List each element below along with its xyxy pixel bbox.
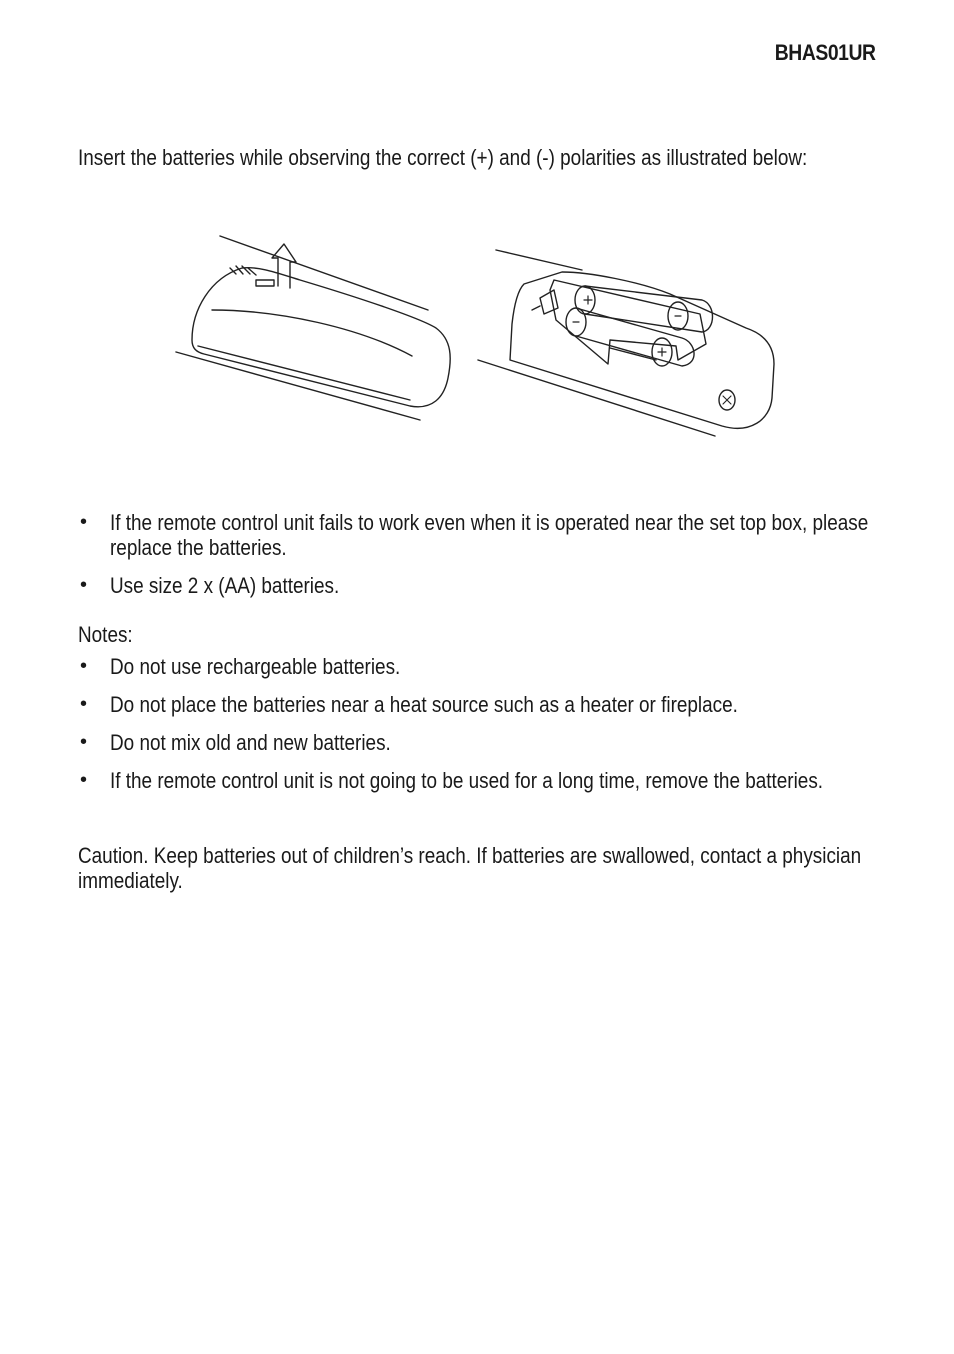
list-item — [78, 692, 898, 717]
list-item-text: If the remote control unit fails to work even when it is operated near the set top box, please replace the batteries. — [110, 510, 869, 560]
notes-list — [78, 654, 898, 806]
list-item — [78, 510, 898, 560]
bullet-dot: • — [80, 769, 88, 791]
list-item — [78, 768, 898, 793]
list-item-text: Use size 2 x (AA) batteries. — [110, 573, 340, 598]
remote-battery-insertion-illustration — [170, 228, 790, 448]
intro-text-content: Insert the batteries while observing the correct (+) and (-) polarities as illustrated below: — [78, 145, 808, 170]
battery-instruction-list — [78, 510, 898, 611]
intro-text — [78, 145, 926, 171]
bullet-dot: • — [80, 574, 88, 596]
notes-heading — [78, 622, 142, 648]
notes-heading-text: Notes: — [78, 622, 133, 647]
list-item — [78, 654, 898, 679]
caution-text: Caution. Keep batteries out of children’s reach. If batteries are swallowed, contact a physician immediately. — [78, 843, 862, 893]
list-item — [78, 573, 898, 598]
bullet-dot: • — [80, 655, 88, 677]
list-item — [78, 730, 898, 755]
bullet-dot: • — [80, 511, 88, 533]
bullet-dot: • — [80, 731, 88, 753]
list-item-text: Do not mix old and new batteries. — [110, 730, 391, 755]
closed-cover-remote-drawing — [176, 236, 450, 420]
model-code: BHAS01UR — [775, 40, 876, 65]
list-item-text: Do not use rechargeable batteries. — [110, 654, 401, 679]
open-compartment-remote-drawing — [478, 250, 774, 436]
bullet-dot: • — [80, 693, 88, 715]
list-item-text: Do not place the batteries near a heat source such as a heater or fireplace. — [110, 692, 738, 717]
list-item-text: If the remote control unit is not going to be used for a long time, remove the batteries. — [110, 768, 824, 793]
